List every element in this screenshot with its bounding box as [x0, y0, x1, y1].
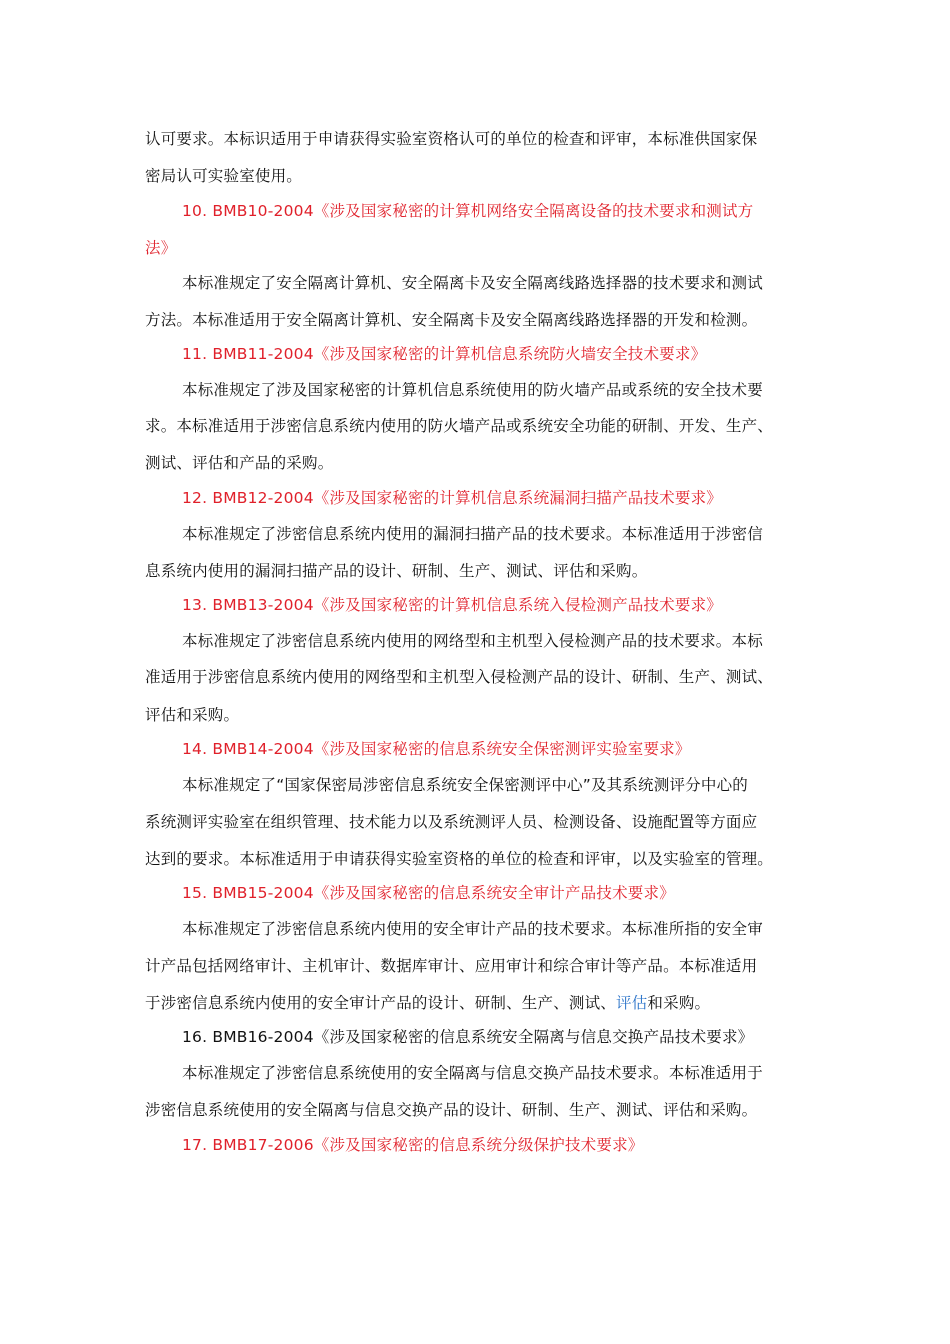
standard-heading-10-cont: 法》 — [145, 239, 177, 257]
paragraph-text: 和采购。 — [647, 994, 711, 1012]
paragraph-line: 测试、评估和产品的采购。 — [145, 454, 334, 472]
paragraph-line: 求。本标准适用于涉密信息系统内使用的防火墙产品或系统安全功能的研制、开发、生产、 — [145, 417, 774, 435]
paragraph-text: 于涉密信息系统内使用的安全审计产品的设计、研制、生产、测试、 — [145, 994, 617, 1012]
paragraph-line: 息系统内使用的漏洞扫描产品的设计、研制、生产、测试、评估和采购。 — [145, 562, 648, 580]
paragraph-line: 本标准规定了“国家保密局涉密信息系统安全保密测评中心”及其系统测评分中心的 — [182, 776, 748, 794]
paragraph-line: 认可要求。本标识适用于申请获得实验室资格认可的单位的检查和评审，本标准供国家保 — [145, 130, 758, 148]
standard-heading-17: 17. BMB17-2006《涉及国家秘密的信息系统分级保护技术要求》 — [182, 1136, 644, 1154]
paragraph-line: 评估和采购。 — [145, 706, 240, 724]
standard-heading-16: 16. BMB16-2004《涉及国家秘密的信息系统安全隔离与信息交换产品技术要求》 — [182, 1028, 754, 1046]
paragraph-line: 本标准规定了涉密信息系统使用的安全隔离与信息交换产品技术要求。本标准适用于 — [182, 1064, 763, 1082]
standard-heading-10: 10. BMB10-2004《涉及国家秘密的计算机网络安全隔离设备的技术要求和测试方 — [182, 202, 754, 220]
standard-heading-14: 14. BMB14-2004《涉及国家秘密的信息系统安全保密测评实验室要求》 — [182, 740, 691, 758]
evaluation-link[interactable]: 评估 — [616, 994, 648, 1012]
paragraph-line: 涉密信息系统使用的安全隔离与信息交换产品的设计、研制、生产、测试、评估和采购。 — [145, 1101, 758, 1119]
paragraph-line: 准适用于涉密信息系统内使用的网络型和主机型入侵检测产品的设计、研制、生产、测试、 — [145, 668, 774, 686]
paragraph-line — [145, 993, 810, 1013]
paragraph-line: 计产品包括网络审计、主机审计、数据库审计、应用审计和综合审计等产品。本标准适用 — [145, 957, 758, 975]
paragraph-line: 本标准规定了安全隔离计算机、安全隔离卡及安全隔离线路选择器的技术要求和测试 — [182, 274, 763, 292]
paragraph-line: 达到的要求。本标准适用于申请获得实验室资格的单位的检查和评审，以及实验室的管理。 — [145, 850, 774, 868]
standard-heading-15: 15. BMB15-2004《涉及国家秘密的信息系统安全审计产品技术要求》 — [182, 884, 675, 902]
paragraph-line: 本标准规定了涉密信息系统内使用的网络型和主机型入侵检测产品的技术要求。本标 — [182, 632, 763, 650]
paragraph-line: 密局认可实验室使用。 — [145, 167, 303, 185]
paragraph-line: 方法。本标准适用于安全隔离计算机、安全隔离卡及安全隔离线路选择器的开发和检测。 — [145, 311, 758, 329]
paragraph-line: 本标准规定了涉及国家秘密的计算机信息系统使用的防火墙产品或系统的安全技术要 — [182, 381, 763, 399]
standard-heading-11: 11. BMB11-2004《涉及国家秘密的计算机信息系统防火墙安全技术要求》 — [182, 345, 707, 363]
paragraph-line: 本标准规定了涉密信息系统内使用的安全审计产品的技术要求。本标准所指的安全审 — [182, 920, 763, 938]
paragraph-line: 系统测评实验室在组织管理、技术能力以及系统测评人员、检测设备、设施配置等方面应 — [145, 813, 758, 831]
paragraph-line: 本标准规定了涉密信息系统内使用的漏洞扫描产品的技术要求。本标准适用于涉密信 — [182, 525, 763, 543]
standard-heading-12: 12. BMB12-2004《涉及国家秘密的计算机信息系统漏洞扫描产品技术要求》 — [182, 489, 722, 507]
standard-heading-13: 13. BMB13-2004《涉及国家秘密的计算机信息系统入侵检测产品技术要求》 — [182, 596, 722, 614]
